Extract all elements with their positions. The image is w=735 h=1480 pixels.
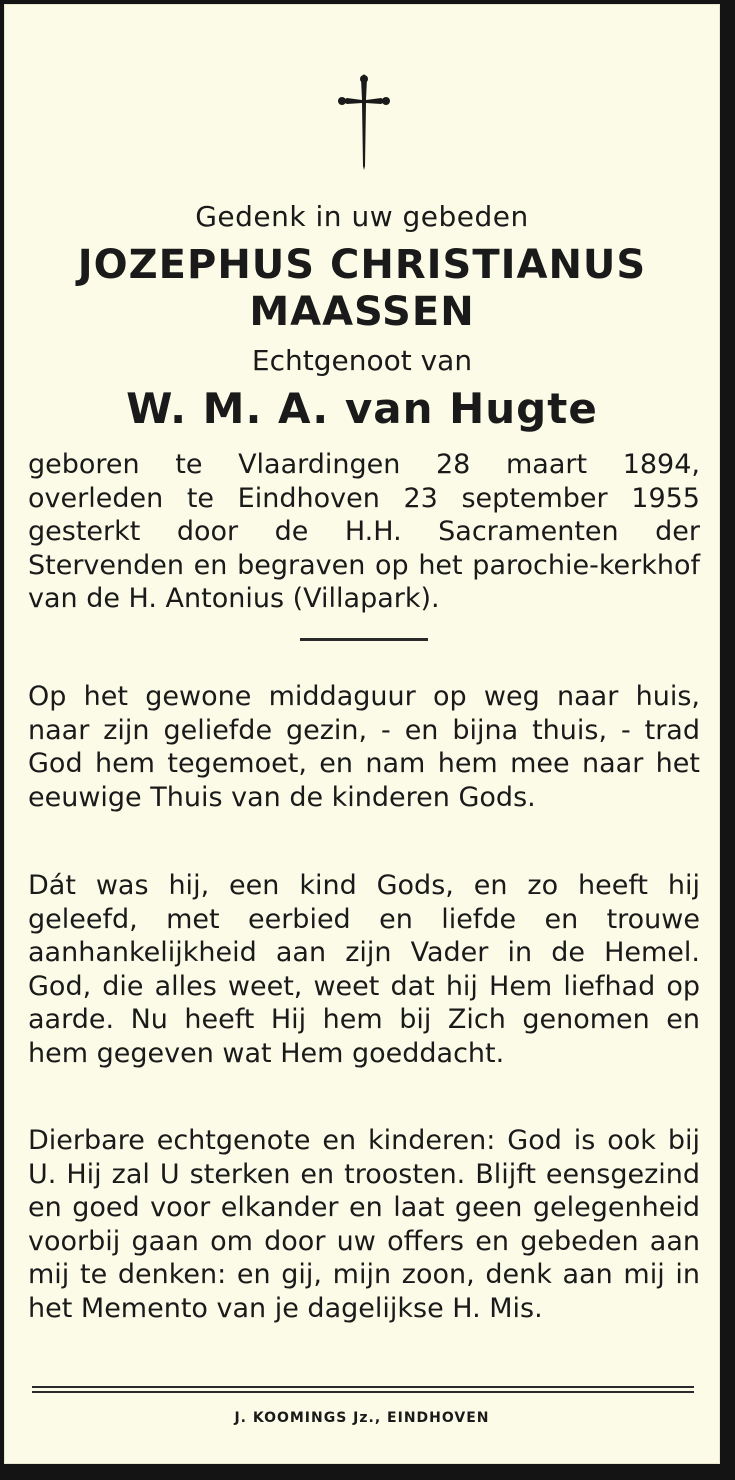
memorial-paragraph-3: Dierbare echtgenote en kinderen: God is ook bij U. Hij zal U sterken en troosten. Blijft eensgezind en goed voor elkander en laat geen gelegenheid voorbij gaan om door uw offers en gebeden aan mij te denken: en gij, mijn zoon, denk aan mij in het Memento van je dagelijkse H. Mis. (28, 1125, 700, 1324)
biography-text: geboren te Vlaardingen 28 maart 1894, overleden te Eindhoven 23 september 1955 gesterkt door de H.H. Sacramenten der Stervenden en begraven op het parochie-kerkhof van de H. Antonius (Villapark). (28, 449, 700, 614)
spouse-name: W. M. A. van Hugte (126, 384, 598, 433)
cross-icon (335, 72, 393, 172)
deceased-name-line1: JOZEPHUS CHRISTIANUS (77, 242, 647, 288)
spouse-label: Echtgenoot van (251, 344, 473, 377)
deceased-name-line2: MAASSEN (249, 289, 475, 335)
memorial-paragraph-1: Op het gewone middaguur op weg naar huis, naar zijn geliefde gezin, - en bijna thuis, - trad God hem tegemoet, en nam hem mee naar het eeuwige Thuis van de kinderen Gods. (28, 681, 700, 813)
intro-text: Gedenk in uw gebeden (195, 200, 529, 233)
divider-double-bottom (32, 1391, 694, 1393)
divider-short (300, 638, 428, 641)
memorial-paragraph-2: Dát was hij, een kind Gods, en zo heeft hij geleefd, met eerbied en liefde en trouwe aanhankelijkheid aan zijn Vader in de Hemel. God, die alles weet, weet dat hij Hem liefhad op aarde. Nu heeft Hij hem bij Zich genomen en hem gegeven wat Hem goeddacht. (28, 870, 700, 1069)
printer-credit: J. KOOMINGS Jz., EINDHOVEN (234, 1410, 490, 1426)
memorial-card (4, 4, 720, 1464)
divider-double-top (32, 1386, 694, 1388)
